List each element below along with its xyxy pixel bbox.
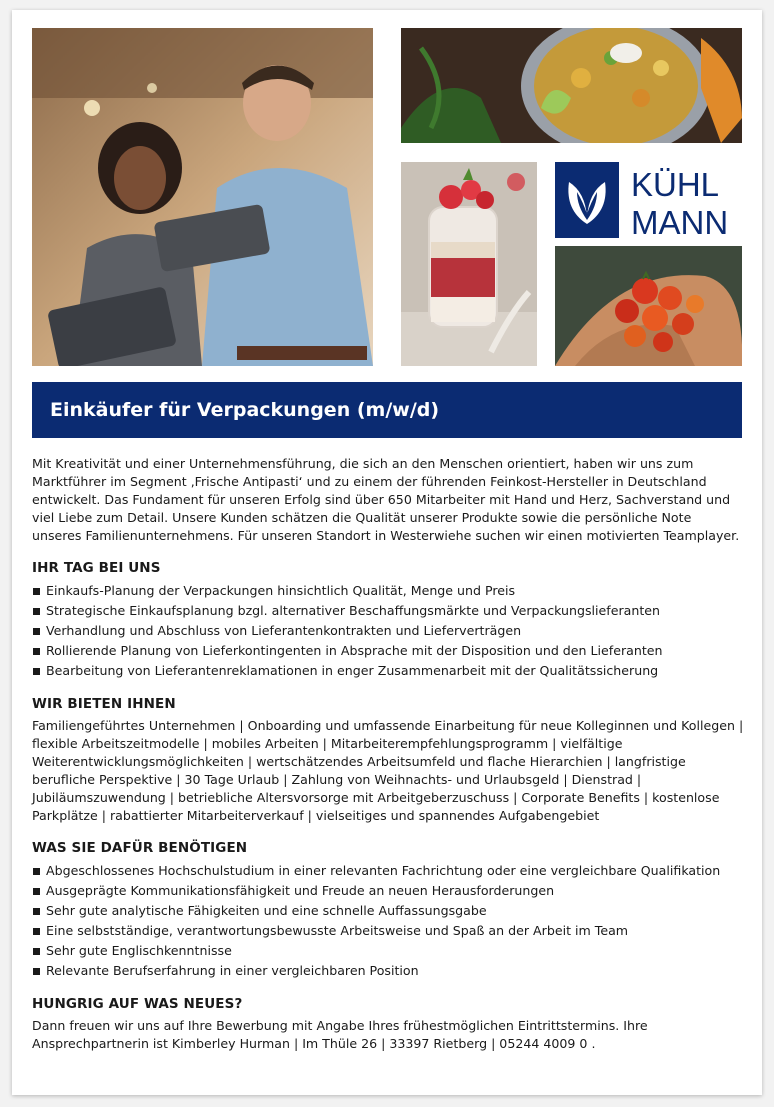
list-item: Rollierende Planung von Lieferkontingenten in Absprache mit der Disposition und den Lieferanten xyxy=(32,641,744,661)
list-item: Sehr gute analytische Fähigkeiten und eine schnelle Auffassungsgabe xyxy=(32,901,744,921)
list-item: Ausgeprägte Kommunikationsfähigkeit und Freude an neuen Herausforderungen xyxy=(32,881,744,901)
contact-text: Dann freuen wir uns auf Ihre Bewerbung mit Angabe Ihres frühestmöglichen Eintrittstermins. Ihre Ansprechpartnerin ist Kimberley Hurman | Im Thüle 26 | 33397 Rietberg | 05244 4009 0 . xyxy=(32,1018,648,1051)
section-heading-benoetigen: WAS SIE DAFÜR BENÖTIGEN xyxy=(32,840,248,856)
tomatoes-photo xyxy=(555,246,742,366)
list-item: Verhandlung und Abschluss von Lieferantenkontrakten und Lieferverträgen xyxy=(32,621,744,641)
job-title: Einkäufer für Verpackungen (m/w/d) xyxy=(50,399,440,421)
benefits-text: Familiengeführtes Unternehmen | Onboarding und umfassende Einarbeitung für neue Kolleginnen und Kollegen | flexible Arbeitszeitmodelle | mobiles Arbeiten | Mitarbeiterempfehlungsprogramm | vielfältige Weiterentwicklungsmöglichkeiten | wertschätzendes Arbeitsumfeld und flache Hierarchien | langfristige berufliche Perspektive | 30 Tage Urlaub | Zahlung von Weihnachts- und Urlaubsgeld | Dienstrad | Jubiläumszuwendung | betriebliche Altersvorsorge mit Arbeitgeberzuschuss | Corporate Benefits | kostenlose Parkplätze | rabattierter Mitarbeiterverkauf | vielseitiges und spannendes Aufgabengebiet xyxy=(32,718,744,823)
dessert-jar-photo xyxy=(401,162,537,366)
section-heading-bieten: WIR BIETEN IHNEN xyxy=(32,696,176,712)
salad-photo xyxy=(401,28,742,143)
logo-line2: MANN xyxy=(631,204,729,238)
logo-line1: KÜHL xyxy=(631,166,720,203)
team-photo xyxy=(32,28,373,366)
list-item: Bearbeitung von Lieferantenreklamationen in enger Zusammenarbeit mit der Qualitätssicherung xyxy=(32,661,744,681)
list-item: Eine selbstständige, verantwortungsbewusste Arbeitsweise und Spaß an der Arbeit im Team xyxy=(32,921,744,941)
tasks-list xyxy=(32,581,744,681)
intro-text: Mit Kreativität und einer Unternehmensführung, die sich an den Menschen orientiert, haben wir uns zum Marktführer im Segment ‚Frische Antipasti‘ und zu einem der führenden Feinkost-Hersteller in Deutschland entwickelt. Das Fundament für unseren Erfolg sind über 650 Mitarbeiter mit Hand und Herz, Sachverstand und viel Liebe zum Detail. Unsere Kunden schätzen die Qualität unserer Produkte sowie die persönliche Note unseres Familienunternehmens. Für unseren Standort in Westerwiehe suchen wir einen motivierten Teamplayer. xyxy=(32,456,740,543)
kuehlmann-logo xyxy=(555,162,742,238)
job-title-banner xyxy=(32,382,742,438)
job-description xyxy=(32,455,744,1053)
list-item: Strategische Einkaufsplanung bzgl. alternativer Beschaffungsmärkte und Verpackungslieferanten xyxy=(32,601,744,621)
list-item: Relevante Berufserfahrung in einer vergleichbaren Position xyxy=(32,961,744,981)
job-ad-sheet xyxy=(12,10,762,1095)
requirements-list xyxy=(32,861,744,981)
list-item: Sehr gute Englischkenntnisse xyxy=(32,941,744,961)
section-heading-hungrig: HUNGRIG AUF WAS NEUES? xyxy=(32,996,243,1012)
logo-emblem xyxy=(555,162,619,238)
list-item: Einkaufs-Planung der Verpackungen hinsichtlich Qualität, Menge und Preis xyxy=(32,581,744,601)
list-item: Abgeschlossenes Hochschulstudium in einer relevanten Fachrichtung oder eine vergleichbare Qualifikation xyxy=(32,861,744,881)
section-heading-tag: IHR TAG BEI UNS xyxy=(32,560,161,576)
